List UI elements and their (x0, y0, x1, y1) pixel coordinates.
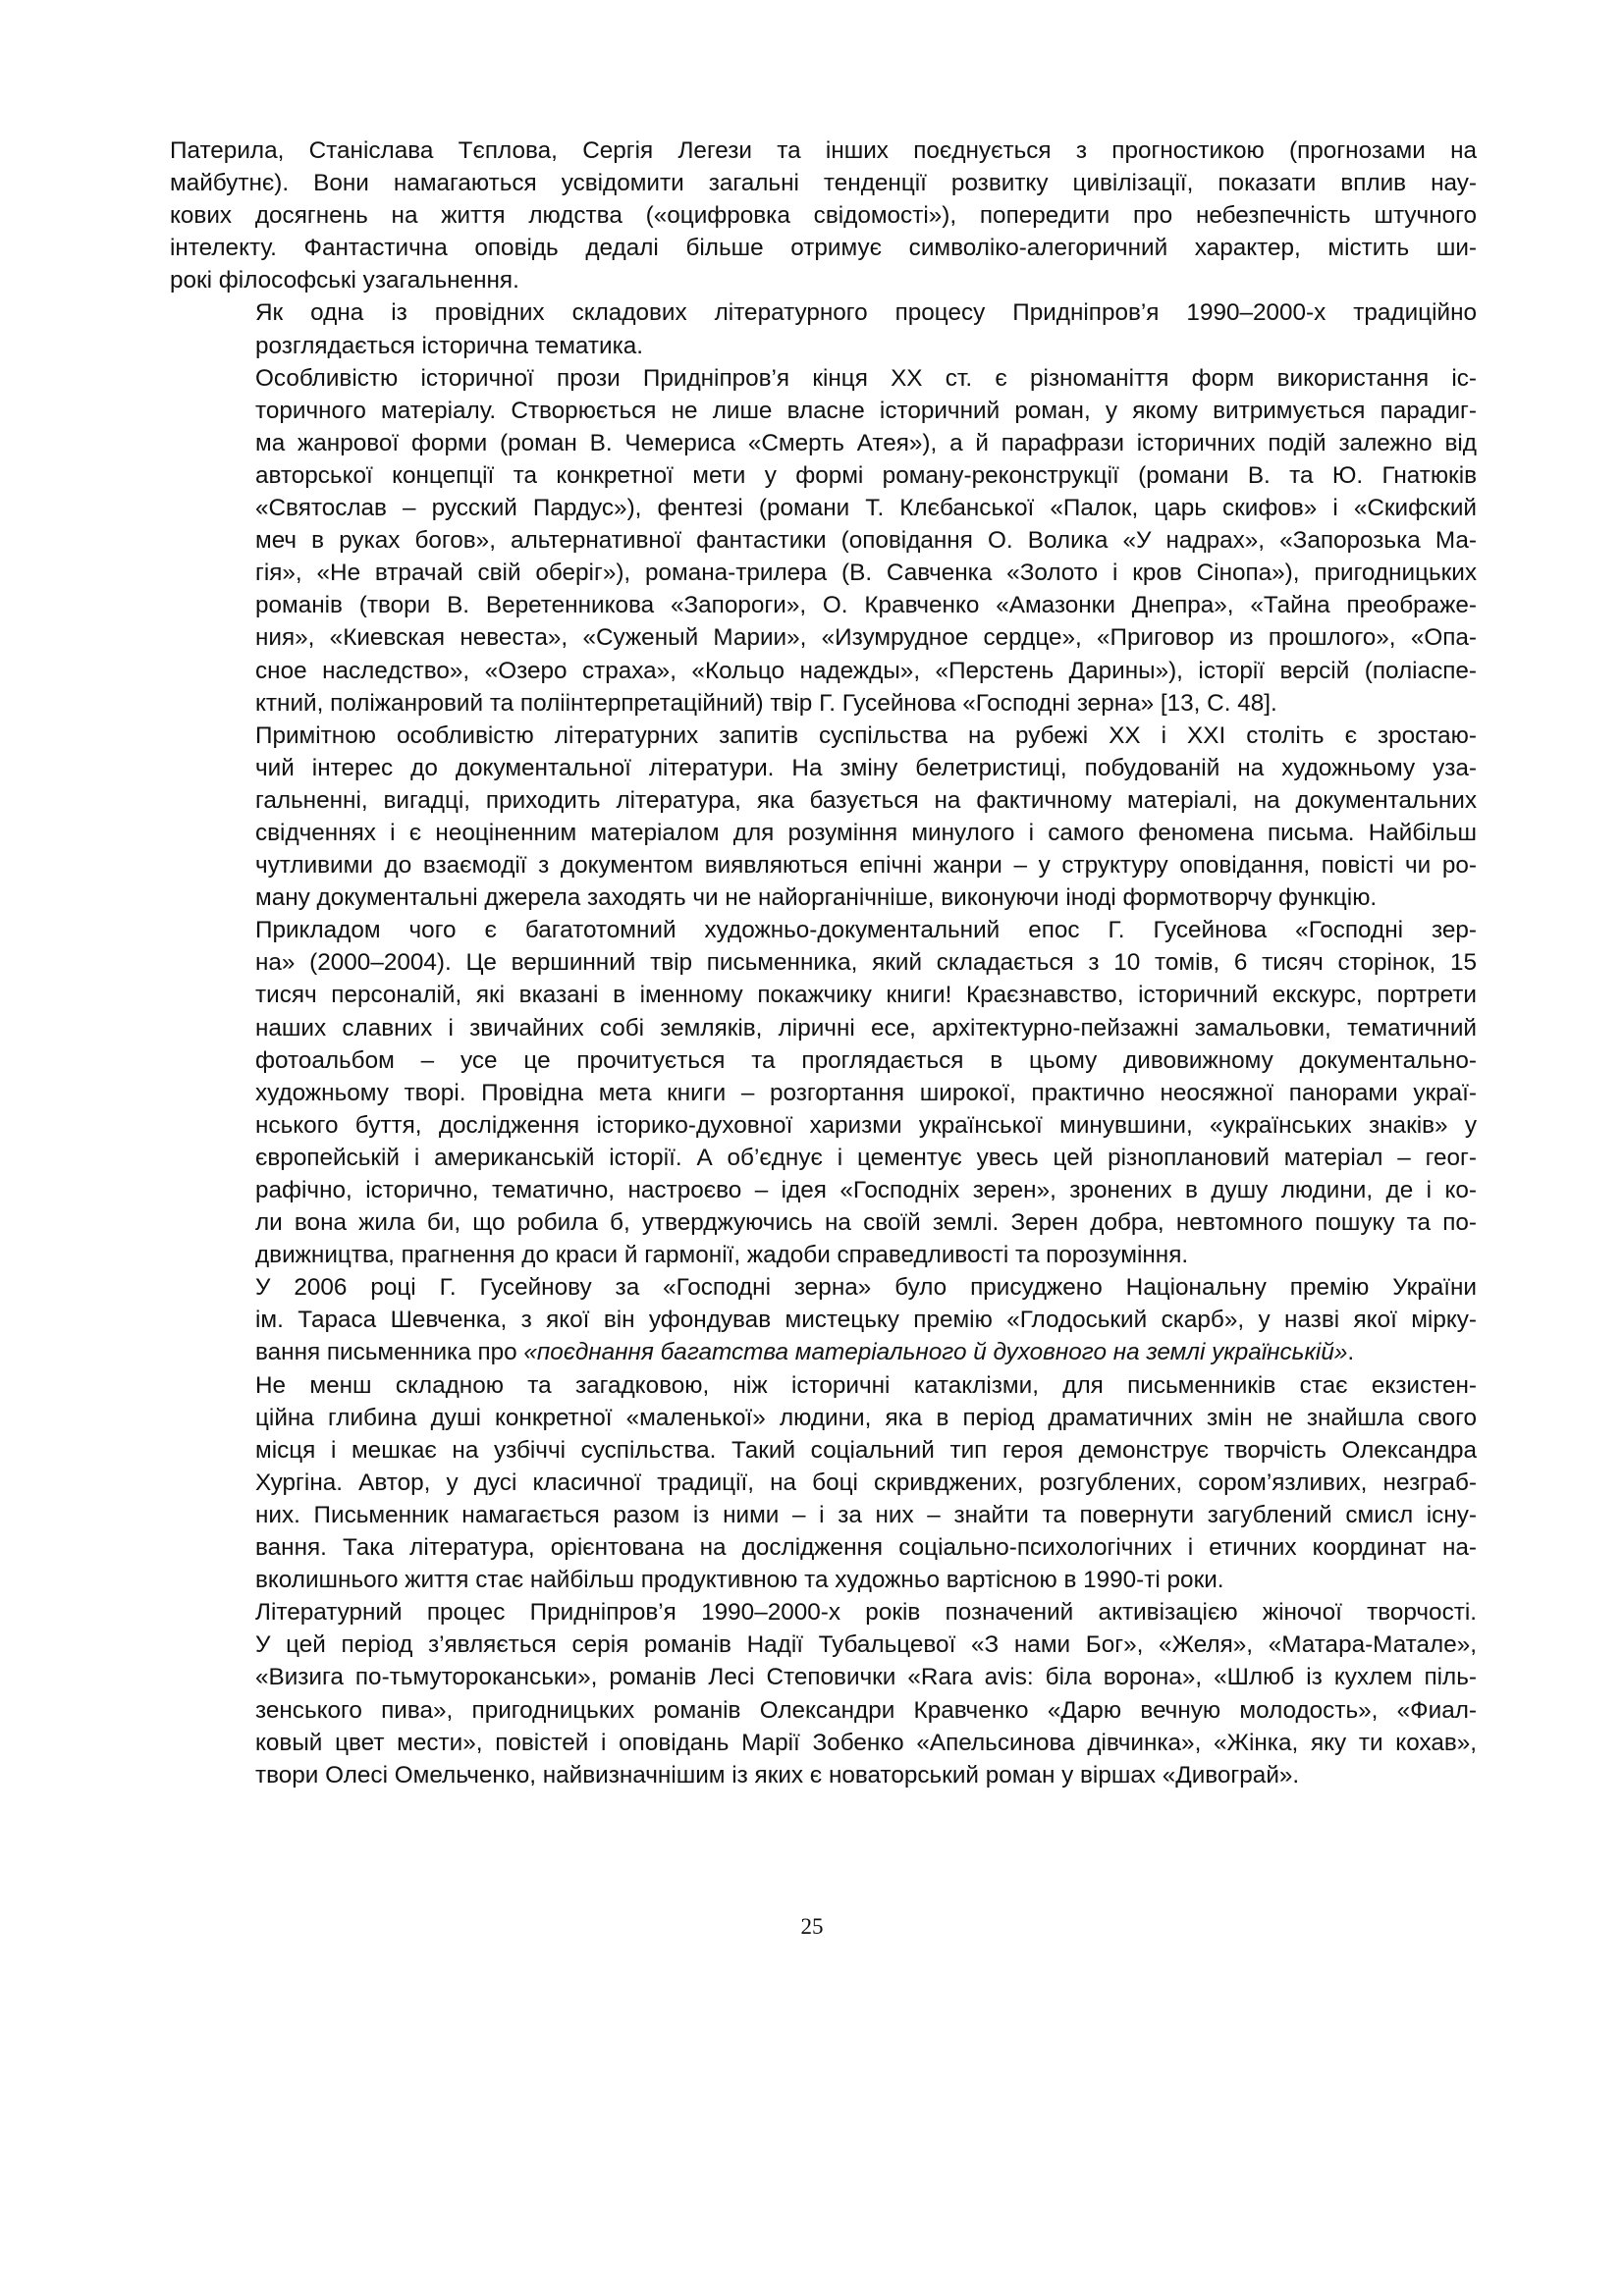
text-run: . (1347, 1339, 1355, 1366)
text-line: вання. Така література, орієнтована на дослідження соціально-психологічних і етичних координат на- (255, 1534, 1477, 1562)
text-line: чутливими до взаємодії з документом виявляються епічні жанри – у структуру оповідання, повісті чи ро- (255, 852, 1477, 880)
page-number: 25 (800, 1914, 824, 1939)
text-line: наших славних і звичайних собі земляків, ліричні есе, архітектурно-пейзажні замальовки, тематичний (255, 1014, 1477, 1041)
text-line: ману документальні джерела заходять чи не найорганічніше, виконуючи іноді формотворчу функцію. (255, 884, 1378, 912)
text-line: ковый цвет мести», повістей і оповідань Марії Зобенко «Апельсинова дівчинка», «Жінка, яку ти кохав», (255, 1729, 1477, 1756)
paragraph (170, 134, 1477, 296)
text-line: Як одна із провідних складових літературного процесу Придніпров’я 1990–2000-х традиційно (255, 299, 1477, 327)
text-line: ктний, поліжанровий та поліінтерпретаційний) твір Г. Гусейнова «Господні зерна» [13, С. 48]. (255, 689, 1277, 717)
text-line: торичного матеріалу. Створюється не лише власне історичний роман, у якому витримується парадиг- (255, 397, 1477, 424)
text-line: У цей період з’являється серія романів Надії Тубальцевої «З нами Бог», «Желя», «Матара-Матале», (255, 1631, 1477, 1659)
text-line: Патерила, Станіслава Тєплова, Сергія Легези та інших поєднується з прогностикою (прогнозами на (170, 137, 1477, 164)
italic-quote: «поєднання багатства матеріального й духовного на землі українській» (523, 1339, 1348, 1366)
text-line: У 2006 році Г. Гусейнову за «Господні зерна» було присуджено Національну премію України (255, 1274, 1477, 1302)
paragraph (170, 914, 1477, 1271)
text-line: Прикладом чого є багатотомний художньо-документальний епос Г. Гусейнова «Господні зер- (255, 917, 1477, 944)
text-line: гія», «Не втрачай свій оберіг»), романа-трилера (В. Савченка «Золото і кров Сінопа»), пригодницьких (255, 560, 1477, 587)
text-line: чий інтерес до документальної літератури. На зміну белетристиці, побудованій на художньому уза- (255, 754, 1477, 781)
text-line: рокі філософські узагальнення. (170, 267, 519, 294)
text-line: інтелекту. Фантастична оповідь дедалі більше отримує символіко-алегоричний характер, містить ши- (170, 235, 1477, 262)
text-line: меч в руках богов», альтернативної фантастики (оповідання О. Волика «У надрах», «Запорозька Ма- (255, 527, 1477, 555)
paragraph (170, 296, 1477, 361)
document-body (170, 134, 1477, 1791)
text-line: рафічно, історично, тематично, настроєво – ідея «Господніх зерен», зронених в душу людини, де і ко- (255, 1177, 1477, 1203)
text-line: ли вона жила би, що робила б, утверджуючись на своїй землі. Зерен добра, невтомного пошуку та по- (255, 1209, 1477, 1237)
text-line: Особливістю історичної прози Придніпров’я кінця ХХ ст. є різноманіття форм використання іс- (255, 364, 1477, 392)
text-line: місця і мешкає на узбіччі суспільства. Такий соціальний тип героя демонструє творчість Олександра (255, 1436, 1477, 1464)
text-line: «Визига по-тьмутороканськи», романів Лесі Степовички «Rara avis: біла ворона», «Шлюб із кухлем піль- (255, 1664, 1477, 1691)
text-line: свідченнях і є неоціненним матеріалом для розуміння минулого і самого феномена письма. Найбільш (255, 819, 1477, 846)
text-line: кових досягнень на життя людства («оцифровка свідомості»), попередити про небезпечність штучного (170, 202, 1477, 230)
text-line: «Святослав – русский Пардус»), фентезі (романи Т. Клєбанської «Палок, царь скифов» і «Скифский (255, 495, 1477, 522)
text-line: художньому творі. Провідна мета книги – розгортання широкої, практично неосяжної панорами украї- (255, 1079, 1477, 1106)
paragraph (170, 1271, 1477, 1368)
text-line: на» (2000–2004). Це вершинний твір письменника, який складається з 10 томів, 6 тисяч сторінок, 15 (255, 949, 1477, 977)
text-line: гальненні, вигадці, приходить література, яка базується на фактичному матеріалі, на документальних (255, 786, 1477, 814)
text-line: сное наследство», «Озеро страха», «Кольцо надежды», «Перстень Дарины»), історії версій (поліаспе- (255, 657, 1477, 684)
text-run: вання письменника про (255, 1339, 524, 1366)
text-line: розглядається історична тематика. (255, 332, 644, 359)
paragraph (170, 1596, 1477, 1791)
text-line: тисяч персоналій, які вказані в іменному покажчику книги! Краєзнавство, історичний екскурс, портрети (255, 982, 1477, 1009)
paragraph (170, 362, 1477, 720)
paragraph (170, 720, 1477, 915)
text-line: вколишнього життя стає найбільш продуктивною та художньо вартісною в 1990-ті роки. (255, 1567, 1224, 1594)
text-line: романів (твори В. Веретенникова «Запороги», О. Кравченко «Амазонки Днепра», «Тайна преображе- (255, 592, 1477, 619)
text-line: Примітною особливістю літературних запитів суспільства на рубежі ХХ і ХХІ століть є зростаю- (255, 721, 1477, 749)
text-line: ния», «Киевская невеста», «Суженый Марии», «Изумрудное сердце», «Приговор из прошлого», «Опа- (255, 624, 1477, 652)
text-line: майбутнє). Вони намагаються усвідомити загальні тенденції розвитку цивілізації, показати вплив нау- (170, 170, 1477, 197)
text-line: фотоальбом – усе це прочитується та проглядається в цьому дивовижному документально- (255, 1046, 1477, 1074)
text-line: движництва, прагнення до краси й гармонії, жадоби справедливості та порозуміння. (255, 1242, 1189, 1269)
text-line: зенського пива», пригодницьких романів Олександри Кравченко «Дарю вечную молодость», «Фиал- (255, 1696, 1477, 1724)
text-line: Не менш складною та загадковою, ніж історичні катаклізми, для письменників стає екзистен- (255, 1371, 1477, 1399)
text-line: ційна глибина душі конкретної «маленької» людини, яка в період драматичних змін не знайшла свого (255, 1404, 1477, 1431)
text-line: твори Олесі Омельченко, найвизначнішим із яких є новаторський роман у віршах «Дивограй». (255, 1761, 1300, 1789)
text-line: Літературний процес Придніпров’я 1990–2000-х років позначений активізацією жіночої творчості. (255, 1599, 1477, 1627)
text-line: ма жанрової форми (роман В. Чемериса «Смерть Атея»), а й парафрази історичних подій залежно від (255, 429, 1477, 456)
text-line: авторської концепції та конкретної мети у формі роману-реконструкції (романи В. та Ю. Гнатюків (255, 461, 1477, 489)
text-line: ім. Тараса Шевченка, з якої він уфондував мистецьку премію «Глодоський скарб», у назві якої мірку- (255, 1307, 1477, 1334)
text-line: них. Письменник намагається разом із ними – і за них – знайти та повернути загублений смисл існу- (255, 1501, 1477, 1528)
text-line: Хургіна. Автор, у дусі класичної традиції, на боці скривджених, розгублених, сором’язливих, незграб- (255, 1468, 1477, 1496)
paragraph (170, 1369, 1477, 1597)
text-line: нського буття, дослідження історико-духовної харизми української минувшини, «українських знаків» у (255, 1111, 1477, 1139)
text-line: європейській і американській історії. А об’єднує і цементує увесь цей різноплановий матеріал – геог- (255, 1144, 1477, 1171)
text-line (170, 1336, 1477, 1368)
